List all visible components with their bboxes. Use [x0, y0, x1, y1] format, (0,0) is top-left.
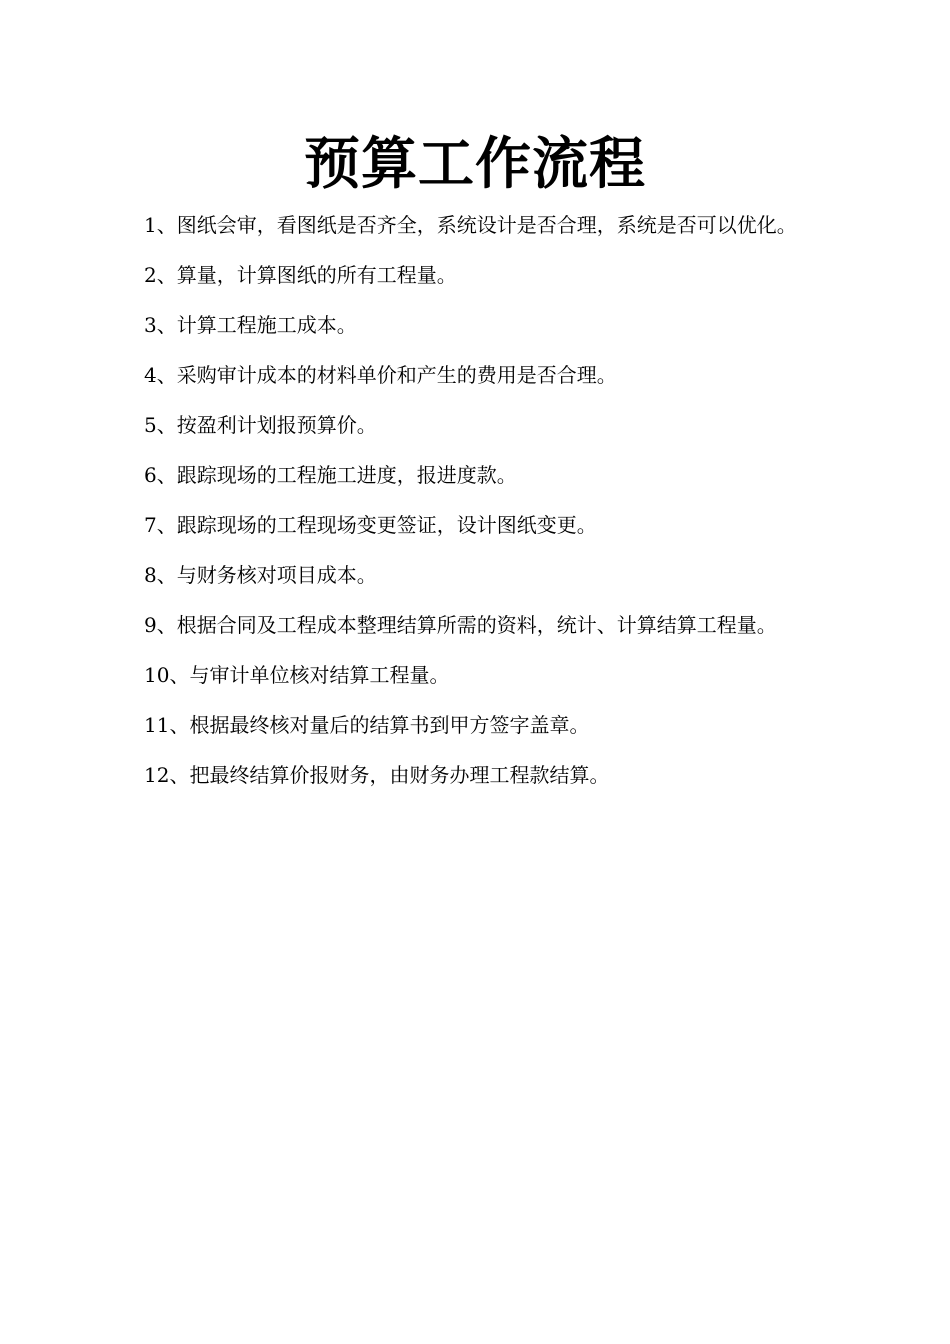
workflow-step: 10、与审计单位核对结算工程量。 [144, 663, 450, 687]
workflow-step: 1、图纸会审，看图纸是否齐全，系统设计是否合理，系统是否可以优化。 [144, 213, 797, 237]
workflow-step: 8、与财务核对项目成本。 [144, 563, 377, 587]
workflow-step: 11、根据最终核对量后的结算书到甲方签字盖章。 [144, 713, 590, 737]
workflow-step: 2、算量，计算图纸的所有工程量。 [144, 263, 457, 287]
workflow-step-list [144, 200, 816, 800]
workflow-step: 12、把最终结算价报财务，由财务办理工程款结算。 [144, 763, 610, 787]
workflow-step: 9、根据合同及工程成本整理结算所需的资料，统计、计算结算工程量。 [144, 613, 777, 637]
workflow-step: 3、计算工程施工成本。 [144, 313, 357, 337]
workflow-step: 4、采购审计成本的材料单价和产生的费用是否合理。 [144, 363, 617, 387]
workflow-step: 5、按盈利计划报预算价。 [144, 413, 377, 437]
workflow-step: 6、跟踪现场的工程施工进度，报进度款。 [144, 463, 517, 487]
document-title: 预算工作流程 [304, 131, 646, 197]
workflow-step: 7、跟踪现场的工程现场变更签证，设计图纸变更。 [144, 513, 597, 537]
